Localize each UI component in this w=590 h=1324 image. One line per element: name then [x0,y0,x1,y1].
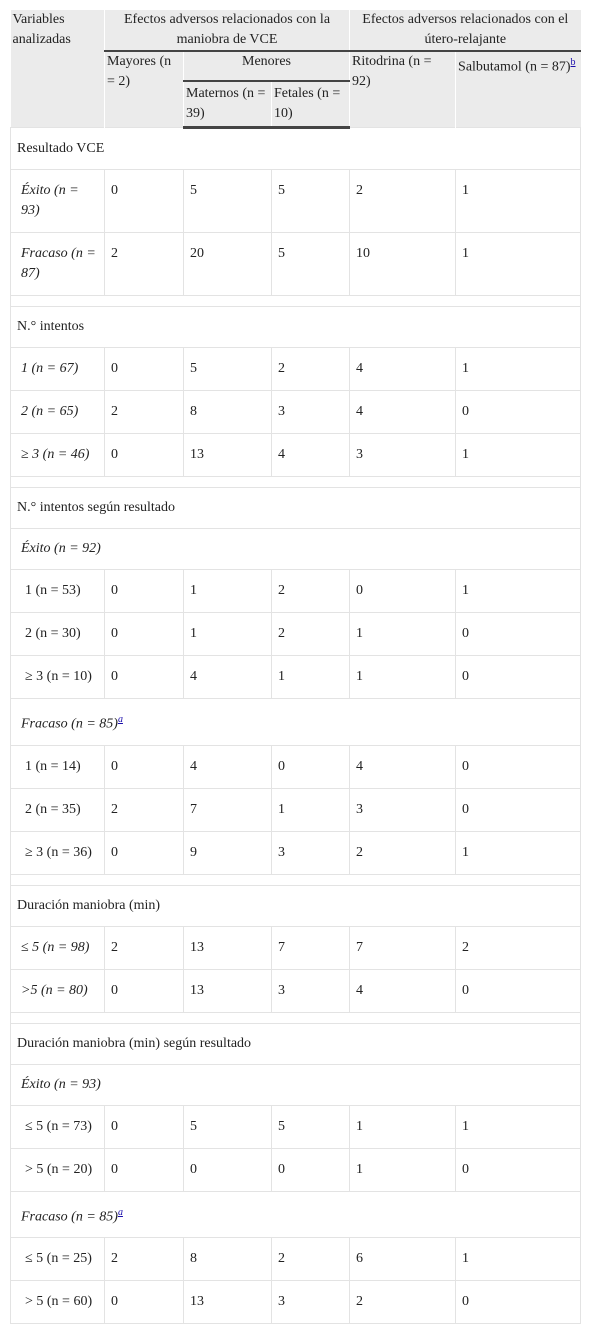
header-group-vce: Efectos adversos relacionados con la maniobra de VCE [105,10,350,51]
table-cell: 0 [105,434,184,477]
table-cell: 5 [272,170,350,233]
section-spacer [11,296,581,307]
table-cell: 2 [272,348,350,391]
row-label: >5 (n = 80) [11,969,105,1012]
table-row [11,745,581,788]
table-cell: 0 [105,969,184,1012]
footnote-link-a[interactable]: a [117,1206,123,1218]
header-salbutamol-label: Salbutamol (n = 87) [458,59,571,75]
table-cell: 3 [350,434,456,477]
table-cell: 3 [272,1281,350,1324]
subgroup-label-text: Éxito (n = 92) [21,541,101,556]
adverse-effects-table [10,10,581,1324]
row-label: ≤ 5 (n = 73) [11,1105,105,1148]
table-cell: 1 [456,831,581,874]
table-cell: 2 [272,1238,350,1281]
footnote-link-b[interactable]: b [570,57,576,68]
table-cell: 1 [272,656,350,699]
table-row [11,1148,581,1191]
table-cell: 1 [456,570,581,613]
table-body [11,128,581,1324]
subgroup-label-text: Fracaso (n = 85) [21,1209,118,1225]
spacer-cell [11,874,581,885]
row-label: 1 (n = 67) [11,348,105,391]
table-cell: 0 [105,745,184,788]
header-variables: Variables analizadas [11,10,105,128]
table-cell: 1 [456,434,581,477]
section-spacer [11,477,581,488]
table-cell: 5 [272,233,350,296]
table-cell: 0 [272,745,350,788]
table-cell: 5 [184,1105,272,1148]
table-cell: 2 [105,391,184,434]
section-header-row [11,885,581,926]
header-maternos: Maternos (n = 39) [184,81,272,128]
row-label: 1 (n = 53) [11,570,105,613]
table-cell: 7 [272,926,350,969]
table-cell: 3 [272,969,350,1012]
table-cell: 0 [105,831,184,874]
table-cell: 1 [272,788,350,831]
table-row [11,1281,581,1324]
section-title: Duración maniobra (min) según resultado [11,1023,581,1064]
table-cell: 0 [350,570,456,613]
table-cell: 2 [272,570,350,613]
table-cell: 2 [456,926,581,969]
table-cell: 10 [350,233,456,296]
section-header-row [11,128,581,170]
table-cell: 13 [184,434,272,477]
table-row [11,170,581,233]
header-menores: Menores [184,51,350,81]
subgroup-row [11,1191,581,1238]
table-cell: 0 [105,656,184,699]
table-row [11,233,581,296]
table-cell: 0 [105,613,184,656]
table-cell: 2 [350,831,456,874]
row-label: ≤ 5 (n = 98) [11,926,105,969]
table-cell: 5 [272,1105,350,1148]
subgroup-row [11,1064,581,1105]
table-cell: 8 [184,1238,272,1281]
row-label: 2 (n = 30) [11,613,105,656]
table-cell: 4 [272,434,350,477]
table-cell: 4 [184,745,272,788]
table-cell: 2 [105,788,184,831]
table-cell: 13 [184,969,272,1012]
spacer-cell [11,1012,581,1023]
table-cell: 0 [456,1148,581,1191]
table-cell: 2 [350,1281,456,1324]
table-row [11,613,581,656]
table-cell: 4 [350,391,456,434]
table-row [11,788,581,831]
table-cell: 1 [350,1105,456,1148]
section-header-row [11,488,581,529]
table-cell: 5 [184,170,272,233]
section-title: Duración maniobra (min) [11,885,581,926]
table-row [11,969,581,1012]
table-cell: 0 [105,1281,184,1324]
table-cell: 2 [105,1238,184,1281]
table-row [11,570,581,613]
table-cell: 0 [105,348,184,391]
table-row [11,348,581,391]
table-cell: 13 [184,926,272,969]
table-row [11,656,581,699]
table-cell: 1 [350,613,456,656]
table-cell: 1 [456,348,581,391]
table-row [11,831,581,874]
table-cell: 0 [456,391,581,434]
table-cell: 2 [350,170,456,233]
row-label: Éxito (n = 93) [11,170,105,233]
row-label: 2 (n = 65) [11,391,105,434]
table-cell: 2 [105,233,184,296]
table-cell: 20 [184,233,272,296]
table-row [11,926,581,969]
table-cell: 1 [350,656,456,699]
table-cell: 0 [456,788,581,831]
header-salbutamol [456,51,581,128]
section-header-row [11,1023,581,1064]
footnote-link-a[interactable]: a [117,714,123,725]
table-cell: 1 [456,1238,581,1281]
table-cell: 0 [105,1105,184,1148]
subgroup-label-text: Éxito (n = 93) [21,1076,101,1092]
row-label: > 5 (n = 60) [11,1281,105,1324]
table-cell: 7 [350,926,456,969]
table-cell: 0 [456,656,581,699]
table-cell: 0 [105,1148,184,1191]
subgroup-label [11,699,581,746]
header-mayores: Mayores (n = 2) [105,51,184,128]
table-cell: 3 [272,391,350,434]
subgroup-row [11,699,581,746]
row-label: ≥ 3 (n = 46) [11,434,105,477]
row-label: ≥ 3 (n = 36) [11,831,105,874]
subgroup-label [11,529,581,570]
table-cell: 0 [456,745,581,788]
table-cell: 7 [184,788,272,831]
table-cell: 0 [105,170,184,233]
table-cell: 1 [184,570,272,613]
table-cell: 0 [105,570,184,613]
spacer-cell [11,477,581,488]
spacer-cell [11,296,581,307]
table-cell: 5 [184,348,272,391]
table-cell: 13 [184,1281,272,1324]
table-cell: 2 [105,926,184,969]
row-label: 2 (n = 35) [11,788,105,831]
table-row [11,1105,581,1148]
header-group-utero: Efectos adversos relacionados con el útero-relajante [350,10,581,51]
row-label: > 5 (n = 20) [11,1148,105,1191]
subgroup-label [11,1064,581,1105]
table-row [11,1238,581,1281]
section-title: N.° intentos [11,307,581,348]
table-cell: 0 [456,1281,581,1324]
table-cell: 4 [184,656,272,699]
table-cell: 0 [456,969,581,1012]
table-cell: 8 [184,391,272,434]
section-title: Resultado VCE [11,128,581,170]
row-label: ≤ 5 (n = 25) [11,1238,105,1281]
table-cell: 3 [272,831,350,874]
section-spacer [11,1012,581,1023]
section-spacer [11,874,581,885]
table-cell: 1 [350,1148,456,1191]
row-label: ≥ 3 (n = 10) [11,656,105,699]
table-cell: 1 [184,613,272,656]
section-title: N.° intentos según resultado [11,488,581,529]
table-cell: 1 [456,1105,581,1148]
table-cell: 0 [184,1148,272,1191]
table-cell: 2 [272,613,350,656]
subgroup-row [11,529,581,570]
table-cell: 1 [456,170,581,233]
table-cell: 0 [456,613,581,656]
table-cell: 4 [350,745,456,788]
header-fetales: Fetales (n = 10) [272,81,350,128]
table-cell: 4 [350,969,456,1012]
row-label: Fracaso (n = 87) [11,233,105,296]
section-header-row [11,307,581,348]
row-label: 1 (n = 14) [11,745,105,788]
table-cell: 4 [350,348,456,391]
subgroup-label-text: Fracaso (n = 85) [21,716,118,732]
table-row [11,434,581,477]
header-ritodrina: Ritodrina (n = 92) [350,51,456,128]
table-row [11,391,581,434]
subgroup-label [11,1191,581,1238]
table-cell: 9 [184,831,272,874]
table-cell: 3 [350,788,456,831]
table-cell: 6 [350,1238,456,1281]
table-cell: 1 [456,233,581,296]
table-cell: 0 [272,1148,350,1191]
